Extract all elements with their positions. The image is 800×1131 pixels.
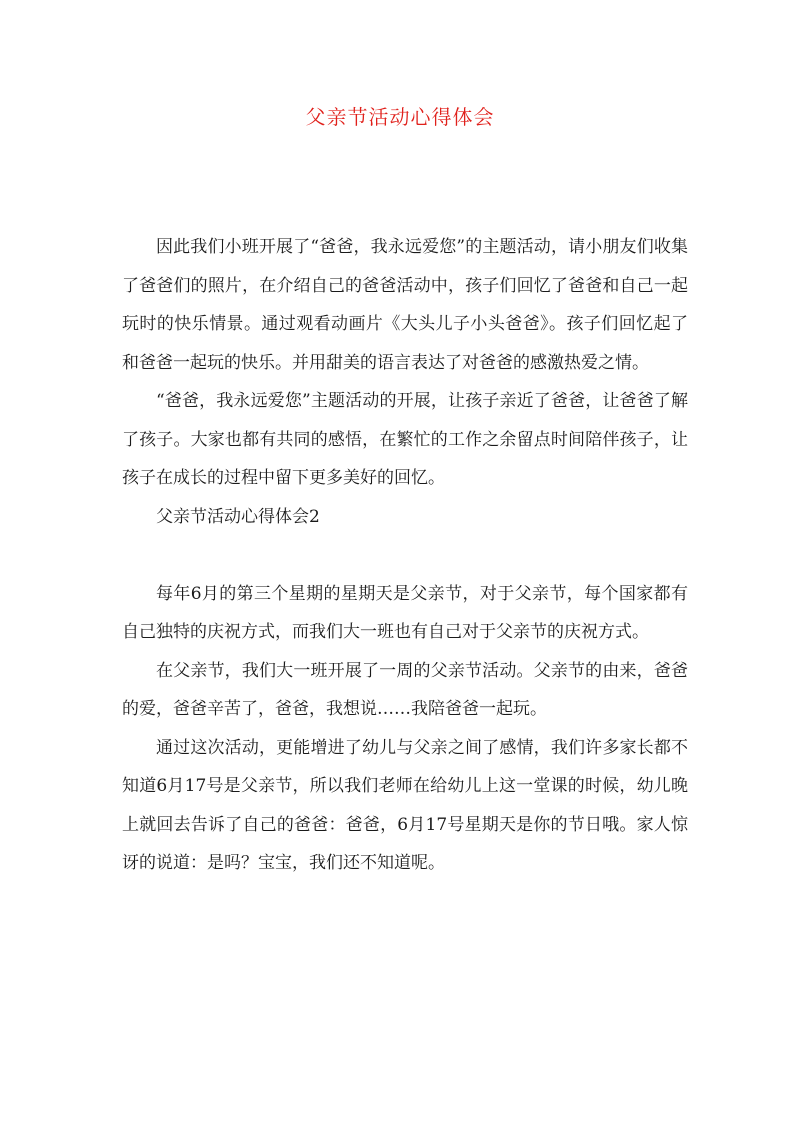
document-body [122,228,688,883]
section-heading: 父亲节活动心得体会2 [156,506,320,527]
paragraph: 通过这次活动，更能增进了幼儿与父亲之间了感情，我们许多家长都不知道6月17号是父亲节，所以我们老师在给幼儿上这一堂课的时候，幼儿晚上就回去告诉了自己的爸爸：爸爸，6月17号星期天是你的节日哦。家人惊讶的说道：是吗？宝宝，我们还不知道呢。 [122,737,688,873]
paragraph: 每年6月的第三个星期的星期天是父亲节，对于父亲节，每个国家都有自己独特的庆祝方式，而我们大一班也有自己对于父亲节的庆祝方式。 [122,583,688,642]
paragraph: “爸爸，我永远爱您”主题活动的开展，让孩子亲近了爸爸，让爸爸了解了孩子。大家也都有共同的感悟，在繁忙的工作之余留点时间陪伴孩子，让孩子在成长的过程中留下更多美好的回忆。 [122,391,688,488]
document-title: 父亲节活动心得体会 [305,105,495,129]
blank-line [122,536,688,575]
paragraph: 在父亲节，我们大一班开展了一周的父亲节活动。父亲节的由来，爸爸的爱，爸爸辛苦了，爸爸，我想说……我陪爸爸一起玩。 [122,660,688,719]
paragraph: 因此我们小班开展了“爸爸，我永远爱您”的主题活动，请小朋友们收集了爸爸们的照片，在介绍自己的爸爸活动中，孩子们回忆了爸爸和自己一起玩时的快乐情景。通过观看动画片《大头儿子小头爸爸》。孩子们回忆起了和爸爸一起玩的快乐。并用甜美的语言表达了对爸爸的感激热爱之情。 [122,237,688,373]
